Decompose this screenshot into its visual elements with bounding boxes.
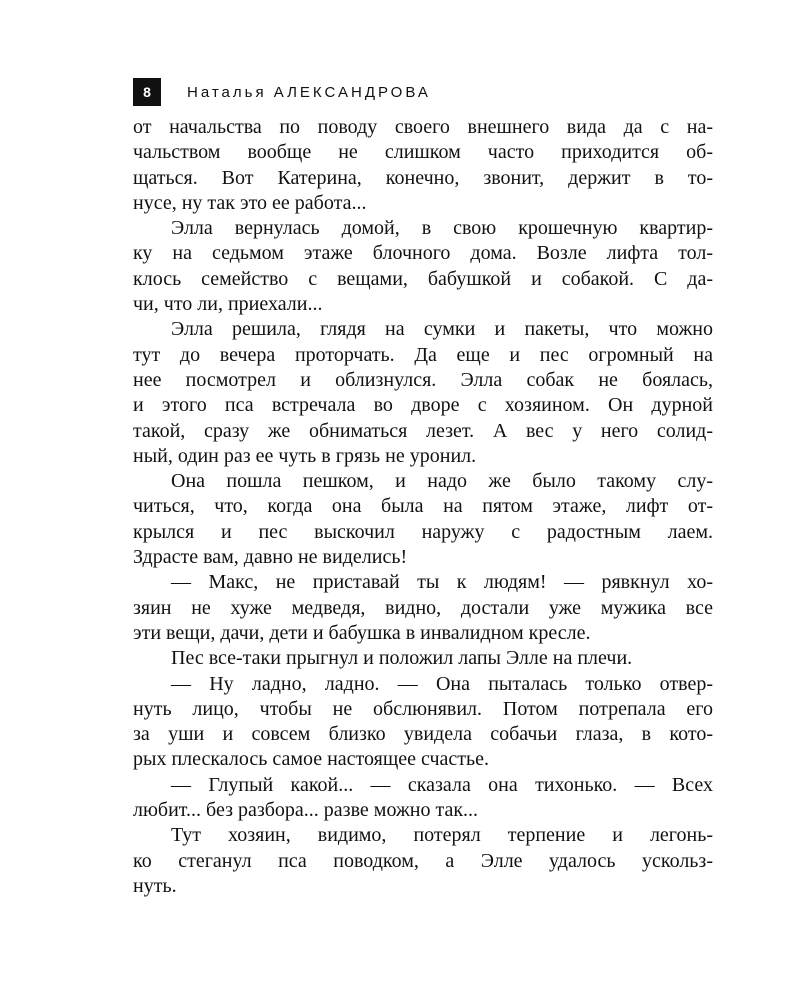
running-header (133, 78, 431, 106)
text-line: — Ну ладно, ладно. — Она пыталась только отвер- (171, 672, 713, 695)
text-line: Она пошла пешком, и надо же было такому слу- (171, 470, 713, 493)
text-line: — Макс, не приставай ты к людям! — рявкнул хо- (171, 571, 713, 594)
text-line: нуть лицо, чтобы не обслюнявил. Потом потрепала его (133, 697, 713, 720)
text-line: эти вещи, дачи, дети и бабушка в инвалидном кресле. (133, 621, 591, 644)
text-line: тут до вечера проторчать. Да еще и пес огромный на (133, 343, 713, 366)
text-line: и этого пса встречала во дворе с хозяином. Он дурной (133, 394, 713, 417)
text-line: щаться. Вот Катерина, конечно, звонит, держит в то- (133, 166, 713, 189)
text-line: от начальства по поводу своего внешнего вида да с на- (133, 116, 713, 138)
page-body-text (133, 115, 713, 899)
text-line: нуть. (133, 874, 177, 897)
text-line: нее посмотрел и облизнулся. Элла собак не боялась, (133, 368, 713, 391)
text-line: ный, один раз ее чуть в грязь не уронил. (133, 444, 477, 467)
text-line: ко стеганул пса поводком, а Элле удалось ускольз- (133, 849, 713, 872)
text-line: любит... без разбора... разве можно так... (133, 799, 479, 822)
text-line: чи, что ли, приехали... (133, 293, 323, 316)
text-line: такой, сразу же обниматься лезет. А вес у него солид- (133, 419, 713, 442)
author-name: Наталья АЛЕКСАНДРОВА (187, 83, 431, 101)
text-line: Элла вернулась домой, в свою крошечную квартир- (171, 217, 713, 240)
page-number: 8 (133, 78, 161, 106)
text-line: Элла решила, глядя на сумки и пакеты, что можно (171, 318, 713, 341)
text-line: Тут хозяин, видимо, потерял терпение и легонь- (171, 824, 713, 847)
text-line: чальством вообще не слишком часто приходится об- (133, 141, 713, 164)
text-line: зяин не хуже медведя, видно, достали уже мужика все (133, 596, 713, 619)
text-line: Здрасте вам, давно не виделись! (133, 546, 408, 569)
text-line: клось семейство с вещами, бабушкой и собакой. С да- (133, 267, 713, 290)
text-line: читься, что, когда она была на пятом этаже, лифт от- (133, 495, 713, 518)
text-line: — Глупый какой... — сказала она тихонько. — Всех (171, 773, 713, 796)
text-line: нусе, ну так это ее работа... (133, 191, 367, 214)
text-line: за уши и совсем близко увидела собачьи глаза, в кото- (133, 723, 713, 746)
text-line: рых плескалось самое настоящее счастье. (133, 748, 490, 771)
text-line: Пес все-таки прыгнул и положил лапы Элле на плечи. (171, 647, 633, 670)
text-line: крылся и пес выскочил наружу с радостным лаем. (133, 520, 713, 543)
text-line: ку на седьмом этаже блочного дома. Возле лифта тол- (133, 242, 713, 265)
